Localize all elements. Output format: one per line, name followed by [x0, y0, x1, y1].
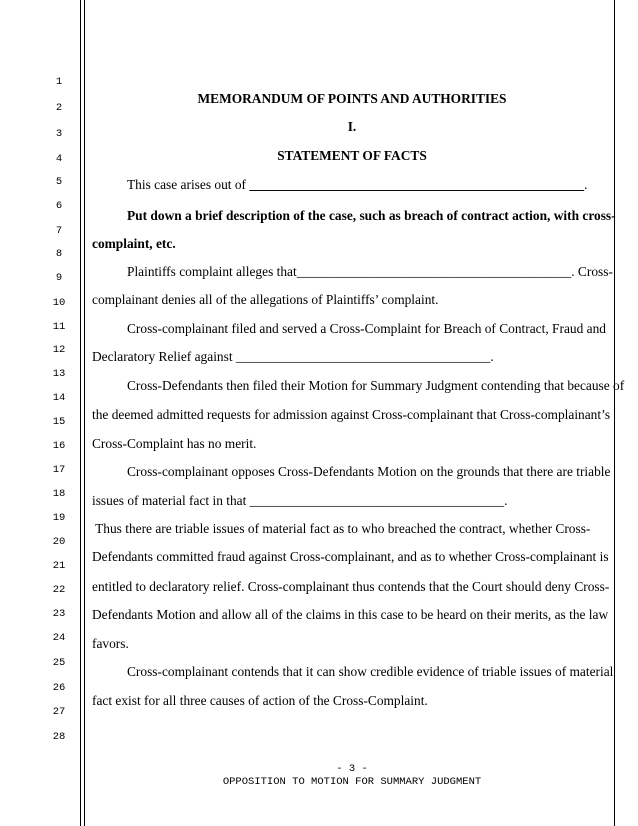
fill-in-blank: __________________________________________________	[249, 177, 585, 192]
line-number: 6	[55, 200, 63, 212]
paragraph-line: favors.	[92, 636, 129, 651]
instruction-line: Put down a brief description of the case, such as breach of contract action, with cross-	[127, 208, 616, 223]
paragraph-line: fact exist for all three causes of action of the Cross-Complaint.	[92, 693, 428, 708]
section-heading: STATEMENT OF FACTS	[277, 148, 427, 163]
line-number: 26	[52, 682, 66, 694]
right-margin-rule	[614, 0, 615, 826]
left-margin-rule-inner	[84, 0, 85, 826]
line-number: 8	[55, 248, 63, 260]
line-number: 19	[52, 512, 66, 524]
text: Plaintiffs complaint alleges that	[127, 264, 297, 279]
text: issues of material fact in that	[92, 493, 250, 508]
paragraph-line: the deemed admitted requests for admission against Cross-complainant that Cross-complainant’s	[92, 407, 611, 422]
line-number: 28	[52, 731, 66, 743]
paragraph-line	[127, 177, 587, 193]
text: .	[584, 177, 588, 192]
line-number: 24	[52, 632, 66, 644]
paragraph-line: Defendants committed fraud against Cross-complainant, and as to whether Cross-complainant is	[92, 549, 609, 564]
line-number: 15	[52, 416, 66, 428]
line-number: 9	[55, 272, 63, 284]
paragraph-line: Cross-complainant filed and served a Cross-Complaint for Breach of Contract, Fraud and	[127, 321, 606, 336]
instruction-line: complaint, etc.	[92, 236, 176, 251]
line-number: 27	[52, 706, 66, 718]
line-number: 3	[55, 128, 63, 140]
text: . Cross-	[571, 264, 613, 279]
line-number: 4	[55, 153, 63, 165]
line-number: 16	[52, 440, 66, 452]
line-number: 21	[52, 560, 66, 572]
paragraph-line: Defendants Motion and allow all of the claims in this case to be heard on their merits, as the law	[92, 607, 609, 622]
line-number: 2	[55, 102, 63, 114]
line-number: 18	[52, 488, 66, 500]
line-number: 5	[55, 176, 63, 188]
line-number: 17	[52, 464, 66, 476]
paragraph-line	[127, 264, 613, 280]
line-number: 13	[52, 368, 66, 380]
line-number: 25	[52, 657, 66, 669]
line-number: 11	[52, 321, 66, 333]
left-margin-rule-outer	[80, 0, 81, 826]
paragraph-line: complainant denies all of the allegations of Plaintiffs’ complaint.	[92, 292, 439, 307]
paragraph-line	[92, 493, 507, 509]
paragraph-line: Cross-complainant opposes Cross-Defendants Motion on the grounds that there are triable	[127, 464, 611, 479]
text: Declaratory Relief against	[92, 349, 236, 364]
line-number: 10	[52, 297, 66, 309]
line-number: 23	[52, 608, 66, 620]
paragraph-line: entitled to declaratory relief. Cross-complainant thus contends that the Court should deny Cross-	[92, 579, 610, 594]
line-number: 22	[52, 584, 66, 596]
text: .	[504, 493, 508, 508]
footer-title: OPPOSITION TO MOTION FOR SUMMARY JUDGMENT	[222, 776, 482, 788]
paragraph-line: Cross-complainant contends that it can show credible evidence of triable issues of material	[127, 664, 614, 679]
memorandum-heading: MEMORANDUM OF POINTS AND AUTHORITIES	[197, 91, 507, 106]
line-number: 1	[55, 76, 63, 88]
line-number: 14	[52, 392, 66, 404]
fill-in-blank: ______________________________________	[235, 349, 491, 364]
text: .	[490, 349, 494, 364]
text: This case arises out of	[127, 177, 250, 192]
line-number: 20	[52, 536, 66, 548]
section-number: I.	[347, 119, 357, 134]
paragraph-line: Cross-Defendants then filed their Motion for Summary Judgment contending that because of	[127, 378, 625, 393]
line-number: 12	[52, 344, 66, 356]
fill-in-blank: _________________________________________	[296, 264, 572, 279]
paragraph-line: Thus there are triable issues of material fact as to who breached the contract, whether Cross-	[92, 521, 591, 536]
page-number: - 3 -	[336, 763, 368, 775]
paragraph-line	[92, 349, 494, 365]
paragraph-line: Cross-Complaint has no merit.	[92, 436, 257, 451]
line-number: 7	[55, 225, 63, 237]
fill-in-blank: ______________________________________	[249, 493, 505, 508]
